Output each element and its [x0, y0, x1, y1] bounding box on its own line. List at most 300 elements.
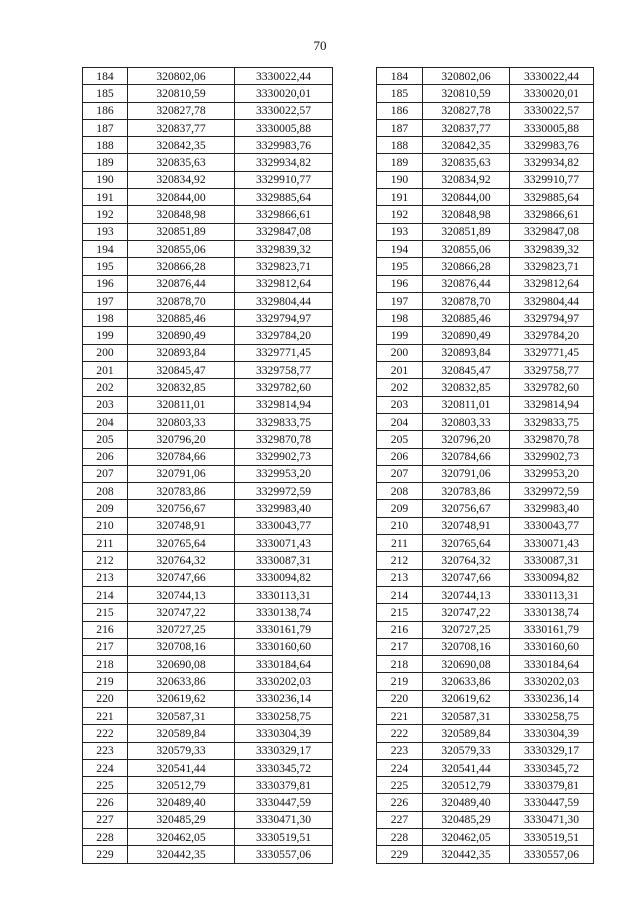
point-number-cell: 218	[377, 656, 423, 673]
table-row	[83, 777, 333, 794]
table-row	[83, 500, 333, 517]
table-row	[377, 431, 594, 448]
x-coordinate-cell: 320764,32	[423, 552, 510, 569]
table-row	[83, 794, 333, 811]
point-number-cell: 216	[83, 621, 128, 638]
point-number-cell: 225	[377, 777, 423, 794]
y-coordinate-cell: 3329910,77	[510, 171, 594, 188]
x-coordinate-cell: 320708,16	[423, 638, 510, 655]
x-coordinate-cell: 320842,35	[423, 137, 510, 154]
y-coordinate-cell: 3330087,31	[235, 552, 333, 569]
table-row	[83, 431, 333, 448]
y-coordinate-cell: 3329812,64	[510, 275, 594, 292]
point-number-cell: 203	[83, 396, 128, 413]
table-row	[377, 327, 594, 344]
y-coordinate-cell: 3330345,72	[510, 759, 594, 776]
table-row	[377, 171, 594, 188]
table-row	[83, 396, 333, 413]
point-number-cell: 207	[83, 465, 128, 482]
table-row	[377, 725, 594, 742]
y-coordinate-cell: 3329953,20	[510, 465, 594, 482]
y-coordinate-cell: 3329885,64	[510, 189, 594, 206]
x-coordinate-cell: 320727,25	[423, 621, 510, 638]
y-coordinate-cell: 3329972,59	[510, 483, 594, 500]
x-coordinate-cell: 320791,06	[423, 465, 510, 482]
y-coordinate-cell: 3330071,43	[510, 535, 594, 552]
point-number-cell: 229	[377, 846, 423, 863]
y-coordinate-cell: 3329794,97	[510, 310, 594, 327]
table-row	[377, 829, 594, 846]
table-row	[377, 483, 594, 500]
y-coordinate-cell: 3330236,14	[235, 690, 333, 707]
y-coordinate-cell: 3329910,77	[235, 171, 333, 188]
y-coordinate-cell: 3329839,32	[510, 240, 594, 257]
y-coordinate-cell: 3330094,82	[235, 569, 333, 586]
x-coordinate-cell: 320803,33	[423, 413, 510, 430]
table-row	[377, 223, 594, 240]
y-coordinate-cell: 3329823,71	[510, 258, 594, 275]
table-row	[83, 673, 333, 690]
point-number-cell: 201	[377, 362, 423, 379]
x-coordinate-cell: 320765,64	[128, 535, 235, 552]
x-coordinate-cell: 320791,06	[128, 465, 235, 482]
table-row	[83, 569, 333, 586]
y-coordinate-cell: 3330329,17	[235, 742, 333, 759]
point-number-cell: 216	[377, 621, 423, 638]
y-coordinate-cell: 3330345,72	[235, 759, 333, 776]
point-number-cell: 201	[83, 362, 128, 379]
table-row	[83, 102, 333, 119]
y-coordinate-cell: 3330043,77	[510, 517, 594, 534]
x-coordinate-cell: 320485,29	[128, 811, 235, 828]
x-coordinate-cell: 320810,59	[423, 85, 510, 102]
point-number-cell: 199	[377, 327, 423, 344]
y-coordinate-cell: 3330557,06	[510, 846, 594, 863]
table-row	[83, 327, 333, 344]
x-coordinate-cell: 320765,64	[423, 535, 510, 552]
x-coordinate-cell: 320890,49	[423, 327, 510, 344]
y-coordinate-cell: 3330094,82	[510, 569, 594, 586]
x-coordinate-cell: 320890,49	[128, 327, 235, 344]
y-coordinate-cell: 3330471,30	[510, 811, 594, 828]
point-number-cell: 198	[83, 310, 128, 327]
x-coordinate-cell: 320851,89	[128, 223, 235, 240]
y-coordinate-cell: 3330087,31	[510, 552, 594, 569]
y-coordinate-cell: 3329902,73	[235, 448, 333, 465]
table-row	[83, 846, 333, 863]
y-coordinate-cell: 3330005,88	[235, 119, 333, 136]
table-row	[83, 759, 333, 776]
table-row	[377, 154, 594, 171]
y-coordinate-cell: 3330379,81	[510, 777, 594, 794]
table-row	[83, 413, 333, 430]
point-number-cell: 204	[377, 413, 423, 430]
x-coordinate-cell: 320885,46	[423, 310, 510, 327]
point-number-cell: 204	[83, 413, 128, 430]
x-coordinate-cell: 320512,79	[423, 777, 510, 794]
x-coordinate-cell: 320837,77	[423, 119, 510, 136]
point-number-cell: 217	[83, 638, 128, 655]
x-coordinate-cell: 320855,06	[423, 240, 510, 257]
x-coordinate-cell: 320893,84	[128, 344, 235, 361]
point-number-cell: 223	[377, 742, 423, 759]
table-row	[83, 586, 333, 603]
table-row	[377, 638, 594, 655]
point-number-cell: 213	[83, 569, 128, 586]
point-number-cell: 219	[83, 673, 128, 690]
point-number-cell: 198	[377, 310, 423, 327]
table-row	[377, 569, 594, 586]
point-number-cell: 227	[83, 811, 128, 828]
point-number-cell: 188	[377, 137, 423, 154]
x-coordinate-cell: 320784,66	[423, 448, 510, 465]
y-coordinate-cell: 3329902,73	[510, 448, 594, 465]
x-coordinate-cell: 320489,40	[423, 794, 510, 811]
x-coordinate-cell: 320748,91	[128, 517, 235, 534]
x-coordinate-cell: 320579,33	[128, 742, 235, 759]
y-coordinate-cell: 3329972,59	[235, 483, 333, 500]
y-coordinate-cell: 3329934,82	[510, 154, 594, 171]
x-coordinate-cell: 320764,32	[128, 552, 235, 569]
x-coordinate-cell: 320802,06	[128, 68, 235, 85]
table-row	[83, 483, 333, 500]
x-coordinate-cell: 320633,86	[128, 673, 235, 690]
point-number-cell: 194	[377, 240, 423, 257]
point-number-cell: 212	[83, 552, 128, 569]
point-number-cell: 200	[377, 344, 423, 361]
table-row	[377, 707, 594, 724]
point-number-cell: 208	[377, 483, 423, 500]
table-row	[377, 344, 594, 361]
table-row	[83, 465, 333, 482]
y-coordinate-cell: 3330202,03	[235, 673, 333, 690]
x-coordinate-cell: 320885,46	[128, 310, 235, 327]
y-coordinate-cell: 3329771,45	[510, 344, 594, 361]
point-number-cell: 211	[377, 535, 423, 552]
x-coordinate-cell: 320442,35	[423, 846, 510, 863]
y-coordinate-cell: 3330304,39	[235, 725, 333, 742]
x-coordinate-cell: 320796,20	[423, 431, 510, 448]
table-row	[83, 362, 333, 379]
table-row	[377, 396, 594, 413]
point-number-cell: 187	[83, 119, 128, 136]
point-number-cell: 223	[83, 742, 128, 759]
y-coordinate-cell: 3330447,59	[235, 794, 333, 811]
point-number-cell: 205	[377, 431, 423, 448]
y-coordinate-cell: 3330329,17	[510, 742, 594, 759]
y-coordinate-cell: 3330258,75	[510, 707, 594, 724]
table-row	[377, 465, 594, 482]
table-row	[377, 673, 594, 690]
table-row	[83, 638, 333, 655]
point-number-cell: 222	[83, 725, 128, 742]
point-number-cell: 185	[83, 85, 128, 102]
point-number-cell: 221	[377, 707, 423, 724]
point-number-cell: 227	[377, 811, 423, 828]
x-coordinate-cell: 320690,08	[423, 656, 510, 673]
point-number-cell: 209	[377, 500, 423, 517]
table-row	[83, 154, 333, 171]
point-number-cell: 219	[377, 673, 423, 690]
y-coordinate-cell: 3329953,20	[235, 465, 333, 482]
y-coordinate-cell: 3330258,75	[235, 707, 333, 724]
table-row	[377, 206, 594, 223]
x-coordinate-cell: 320756,67	[423, 500, 510, 517]
table-row	[377, 794, 594, 811]
table-row	[377, 656, 594, 673]
y-coordinate-cell: 3330043,77	[235, 517, 333, 534]
x-coordinate-cell: 320748,91	[423, 517, 510, 534]
x-coordinate-cell: 320489,40	[128, 794, 235, 811]
y-coordinate-cell: 3329794,97	[235, 310, 333, 327]
x-coordinate-cell: 320835,63	[128, 154, 235, 171]
y-coordinate-cell: 3329814,94	[235, 396, 333, 413]
y-coordinate-cell: 3330138,74	[510, 604, 594, 621]
point-number-cell: 228	[83, 829, 128, 846]
x-coordinate-cell: 320827,78	[423, 102, 510, 119]
y-coordinate-cell: 3329804,44	[235, 292, 333, 309]
x-coordinate-cell: 320462,05	[423, 829, 510, 846]
point-number-cell: 220	[83, 690, 128, 707]
point-number-cell: 215	[377, 604, 423, 621]
x-coordinate-cell: 320837,77	[128, 119, 235, 136]
y-coordinate-cell: 3330113,31	[510, 586, 594, 603]
table-row	[83, 344, 333, 361]
table-row	[83, 206, 333, 223]
x-coordinate-cell: 320811,01	[423, 396, 510, 413]
table-row	[377, 258, 594, 275]
table-row	[377, 362, 594, 379]
table-row	[83, 552, 333, 569]
x-coordinate-cell: 320842,35	[128, 137, 235, 154]
x-coordinate-cell: 320512,79	[128, 777, 235, 794]
y-coordinate-cell: 3329983,76	[510, 137, 594, 154]
table-row	[83, 742, 333, 759]
point-number-cell: 199	[83, 327, 128, 344]
y-coordinate-cell: 3329866,61	[235, 206, 333, 223]
y-coordinate-cell: 3329983,76	[235, 137, 333, 154]
y-coordinate-cell: 3329833,75	[235, 413, 333, 430]
x-coordinate-cell: 320747,22	[128, 604, 235, 621]
table-row	[83, 656, 333, 673]
table-row	[377, 759, 594, 776]
table-row	[377, 137, 594, 154]
coordinates-table-left	[82, 67, 333, 864]
point-number-cell: 186	[83, 102, 128, 119]
point-number-cell: 203	[377, 396, 423, 413]
x-coordinate-cell: 320811,01	[128, 396, 235, 413]
x-coordinate-cell: 320876,44	[423, 275, 510, 292]
table-row	[377, 379, 594, 396]
table-row	[377, 811, 594, 828]
table-row	[377, 448, 594, 465]
y-coordinate-cell: 3330557,06	[235, 846, 333, 863]
y-coordinate-cell: 3330020,01	[235, 85, 333, 102]
x-coordinate-cell: 320835,63	[423, 154, 510, 171]
point-number-cell: 228	[377, 829, 423, 846]
y-coordinate-cell: 3329839,32	[235, 240, 333, 257]
x-coordinate-cell: 320893,84	[423, 344, 510, 361]
y-coordinate-cell: 3330471,30	[235, 811, 333, 828]
point-number-cell: 209	[83, 500, 128, 517]
table-row	[83, 68, 333, 85]
point-number-cell: 188	[83, 137, 128, 154]
y-coordinate-cell: 3329784,20	[510, 327, 594, 344]
y-coordinate-cell: 3329866,61	[510, 206, 594, 223]
x-coordinate-cell: 320876,44	[128, 275, 235, 292]
table-row	[83, 292, 333, 309]
x-coordinate-cell: 320878,70	[423, 292, 510, 309]
y-coordinate-cell: 3330202,03	[510, 673, 594, 690]
point-number-cell: 189	[377, 154, 423, 171]
point-number-cell: 197	[83, 292, 128, 309]
x-coordinate-cell: 320589,84	[128, 725, 235, 742]
table-row	[377, 621, 594, 638]
y-coordinate-cell: 3329784,20	[235, 327, 333, 344]
point-number-cell: 218	[83, 656, 128, 673]
table-row	[83, 171, 333, 188]
y-coordinate-cell: 3330447,59	[510, 794, 594, 811]
x-coordinate-cell: 320747,66	[128, 569, 235, 586]
y-coordinate-cell: 3329870,78	[510, 431, 594, 448]
x-coordinate-cell: 320690,08	[128, 656, 235, 673]
table-row	[377, 690, 594, 707]
y-coordinate-cell: 3329758,77	[235, 362, 333, 379]
y-coordinate-cell: 3329814,94	[510, 396, 594, 413]
point-number-cell: 192	[83, 206, 128, 223]
table-row	[377, 777, 594, 794]
table-row	[83, 811, 333, 828]
y-coordinate-cell: 3329885,64	[235, 189, 333, 206]
y-coordinate-cell: 3330022,44	[510, 68, 594, 85]
point-number-cell: 226	[83, 794, 128, 811]
x-coordinate-cell: 320541,44	[423, 759, 510, 776]
x-coordinate-cell: 320866,28	[423, 258, 510, 275]
point-number-cell: 189	[83, 154, 128, 171]
x-coordinate-cell: 320834,92	[423, 171, 510, 188]
table-row	[83, 604, 333, 621]
x-coordinate-cell: 320855,06	[128, 240, 235, 257]
point-number-cell: 224	[83, 759, 128, 776]
table-row	[83, 448, 333, 465]
x-coordinate-cell: 320810,59	[128, 85, 235, 102]
point-number-cell: 194	[83, 240, 128, 257]
point-number-cell: 200	[83, 344, 128, 361]
table-row	[83, 240, 333, 257]
table-row	[83, 275, 333, 292]
table-row	[83, 725, 333, 742]
x-coordinate-cell: 320747,66	[423, 569, 510, 586]
table-row	[377, 517, 594, 534]
y-coordinate-cell: 3329833,75	[510, 413, 594, 430]
table-row	[377, 310, 594, 327]
point-number-cell: 210	[83, 517, 128, 534]
table-row	[377, 240, 594, 257]
table-row	[83, 535, 333, 552]
point-number-cell: 214	[377, 586, 423, 603]
table-row	[377, 552, 594, 569]
y-coordinate-cell: 3329782,60	[510, 379, 594, 396]
point-number-cell: 191	[377, 189, 423, 206]
table-row	[377, 846, 594, 863]
x-coordinate-cell: 320744,13	[128, 586, 235, 603]
point-number-cell: 196	[377, 275, 423, 292]
table-row	[377, 742, 594, 759]
point-number-cell: 187	[377, 119, 423, 136]
y-coordinate-cell: 3330236,14	[510, 690, 594, 707]
x-coordinate-cell: 320783,86	[128, 483, 235, 500]
x-coordinate-cell: 320796,20	[128, 431, 235, 448]
y-coordinate-cell: 3330519,51	[235, 829, 333, 846]
table-row	[83, 379, 333, 396]
x-coordinate-cell: 320878,70	[128, 292, 235, 309]
x-coordinate-cell: 320844,00	[423, 189, 510, 206]
y-coordinate-cell: 3329782,60	[235, 379, 333, 396]
x-coordinate-cell: 320756,67	[128, 500, 235, 517]
point-number-cell: 184	[83, 68, 128, 85]
y-coordinate-cell: 3329934,82	[235, 154, 333, 171]
x-coordinate-cell: 320619,62	[128, 690, 235, 707]
y-coordinate-cell: 3330519,51	[510, 829, 594, 846]
table-row	[83, 690, 333, 707]
point-number-cell: 193	[83, 223, 128, 240]
point-number-cell: 221	[83, 707, 128, 724]
table-row	[377, 85, 594, 102]
y-coordinate-cell: 3330022,57	[510, 102, 594, 119]
point-number-cell: 213	[377, 569, 423, 586]
y-coordinate-cell: 3330005,88	[510, 119, 594, 136]
point-number-cell: 217	[377, 638, 423, 655]
point-number-cell: 185	[377, 85, 423, 102]
point-number-cell: 208	[83, 483, 128, 500]
point-number-cell: 184	[377, 68, 423, 85]
table-row	[83, 137, 333, 154]
point-number-cell: 212	[377, 552, 423, 569]
x-coordinate-cell: 320541,44	[128, 759, 235, 776]
y-coordinate-cell: 3329804,44	[510, 292, 594, 309]
point-number-cell: 222	[377, 725, 423, 742]
point-number-cell: 229	[83, 846, 128, 863]
table-row	[83, 621, 333, 638]
x-coordinate-cell: 320827,78	[128, 102, 235, 119]
x-coordinate-cell: 320784,66	[128, 448, 235, 465]
table-row	[377, 535, 594, 552]
x-coordinate-cell: 320442,35	[128, 846, 235, 863]
x-coordinate-cell: 320844,00	[128, 189, 235, 206]
y-coordinate-cell: 3330160,60	[235, 638, 333, 655]
point-number-cell: 195	[377, 258, 423, 275]
y-coordinate-cell: 3329771,45	[235, 344, 333, 361]
y-coordinate-cell: 3330113,31	[235, 586, 333, 603]
table-row	[377, 586, 594, 603]
point-number-cell: 214	[83, 586, 128, 603]
point-number-cell: 211	[83, 535, 128, 552]
point-number-cell: 224	[377, 759, 423, 776]
x-coordinate-cell: 320727,25	[128, 621, 235, 638]
table-row	[377, 604, 594, 621]
y-coordinate-cell: 3330161,79	[235, 621, 333, 638]
table-row	[83, 189, 333, 206]
x-coordinate-cell: 320462,05	[128, 829, 235, 846]
page-number: 70	[313, 38, 327, 53]
point-number-cell: 197	[377, 292, 423, 309]
y-coordinate-cell: 3329758,77	[510, 362, 594, 379]
y-coordinate-cell: 3330184,64	[510, 656, 594, 673]
x-coordinate-cell: 320783,86	[423, 483, 510, 500]
point-number-cell: 205	[83, 431, 128, 448]
table-row	[377, 119, 594, 136]
point-number-cell: 195	[83, 258, 128, 275]
